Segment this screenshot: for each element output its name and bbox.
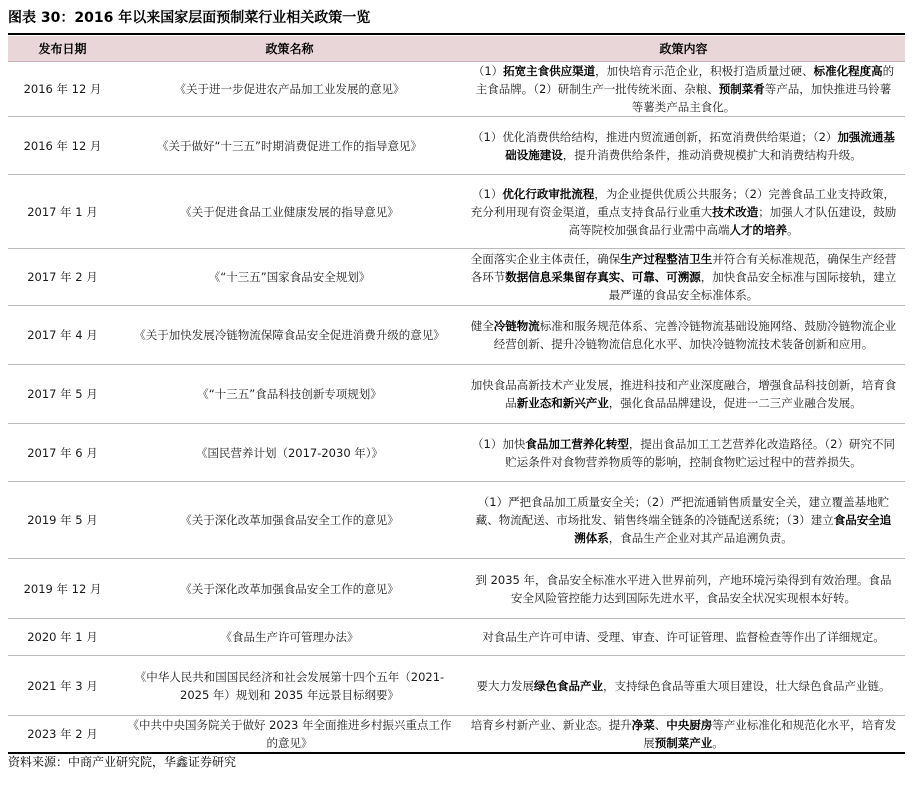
policy-name: 《关于加快发展冷链物流保障食品安全促进消费升级的意见》 <box>117 306 462 365</box>
table-row <box>8 117 905 175</box>
policy-date: 2016 年 12 月 <box>8 117 117 175</box>
policy-content-text: ，提出食品加工工艺营养化改造路径。（2）研究不同贮运条件对食物营养物质等的影响，控制食物贮运过程中的营养损失。 <box>505 436 895 469</box>
policy-content-highlight: 预制菜产业 <box>654 736 713 750</box>
policy-date: 2020 年 1 月 <box>8 619 117 656</box>
policy-name: 《食品生产许可管理办法》 <box>117 619 462 656</box>
policy-content-highlight: 净菜 <box>631 718 655 732</box>
table-row <box>8 424 905 482</box>
table-header-row <box>8 36 905 62</box>
policy-name: 《“十三五”食品科技创新专项规划》 <box>117 365 462 424</box>
policy-content <box>462 175 905 249</box>
table-row <box>8 619 905 656</box>
policy-content-text: ，支持绿色食品等重大项目建设，壮大绿色食品产业链。 <box>603 678 891 693</box>
policy-content-highlight: 生产过程整洁卫生 <box>620 252 713 266</box>
policy-content-text: 的主食品牌。（2）研制生产一批传统米面、杂粮、 <box>475 64 895 96</box>
figure-title: 图表 30：2016 年以来国家层面预制菜行业相关政策一览 <box>8 10 371 26</box>
policy-date: 2017 年 5 月 <box>8 365 117 424</box>
policy-content <box>462 365 905 424</box>
policy-content-text: 健全 <box>470 319 494 333</box>
policy-content-text: 对食品生产许可申请、受理、审查、许可证管理、监督检查等作出了详细规定。 <box>482 630 885 644</box>
policy-content-highlight: 预制菜肴 <box>718 82 765 96</box>
policy-content <box>462 306 905 365</box>
policy-content-text: （1） <box>472 64 504 78</box>
table-row <box>8 365 905 424</box>
policy-content <box>462 62 905 117</box>
policy-content-highlight: 冷链物流 <box>493 319 540 333</box>
policy-name: 《关于促进食品工业健康发展的指导意见》 <box>117 175 462 249</box>
policy-date: 2017 年 2 月 <box>8 249 117 306</box>
table-row <box>8 482 905 559</box>
policy-content <box>462 249 905 306</box>
policy-content-highlight: 加强流通基础设施建设 <box>505 129 895 162</box>
policy-content-text: ；加强人才队伍建设，鼓励高等院校加强食品行业需中高端 <box>568 204 897 237</box>
policy-content-highlight: 新业态和新兴产业 <box>516 396 609 410</box>
policy-content-text: ，食品生产企业对其产品追溯负责。 <box>608 531 793 545</box>
policy-content <box>462 424 905 482</box>
policy-content-text: （1） <box>472 186 503 201</box>
policy-content-text: 。 <box>787 222 799 237</box>
policy-content-text: （1）优化消费供给结构，推进内贸流通创新，拓宽消费供给渠道；（2） <box>472 129 838 144</box>
policy-content-text: ，加快食品安全标准与国际接轨，建立最严谨的食品安全标准体系。 <box>608 270 897 302</box>
policy-content-text: 等产业标准化和规范化水平，培育发展 <box>643 718 897 750</box>
policy-content-text: 培育乡村新产业、新业态。提升 <box>470 718 632 732</box>
policy-date: 2021 年 3 月 <box>8 656 117 716</box>
policy-content-highlight: 食品安全追溯体系 <box>574 513 892 545</box>
policy-content-text: 等产品，加快推进马铃薯等薯类产品主食化。 <box>631 82 892 114</box>
policy-name: 《关于深化改革加强食品安全工作的意见》 <box>117 482 462 559</box>
policy-content <box>462 716 905 754</box>
policy-content-highlight: 拓宽主食供应渠道 <box>503 64 596 78</box>
table-row <box>8 62 905 117</box>
policy-content <box>462 619 905 656</box>
policy-content-text: 、 <box>654 718 667 732</box>
policy-content-text: （1）加快 <box>472 436 526 451</box>
policy-name: 《国民营养计划（2017-2030 年）》 <box>117 424 462 482</box>
policy-content-text: （1）严把食品加工质量安全关；（2）严把流通销售质量安全关，建立覆盖基地贮藏、物流配送、市场批发、销售终端全链条的冷链配送系统；（3）建立 <box>475 495 890 527</box>
title-rule <box>8 33 905 35</box>
policy-content <box>462 117 905 175</box>
policy-content-text: 全面落实企业主体责任，确保 <box>470 252 621 266</box>
policy-name: 《关于做好“十三五”时期消费促进工作的指导意见》 <box>117 117 462 175</box>
policy-content-text: 要大力发展 <box>476 678 534 693</box>
policy-content-text: 并符合有关标准规范，确保生产经营各环节 <box>470 252 897 284</box>
policy-content-highlight: 技术改造 <box>712 204 759 219</box>
policy-date: 2017 年 1 月 <box>8 175 117 249</box>
policy-content-highlight: 优化行政审批流程 <box>502 186 595 201</box>
policy-date: 2019 年 12 月 <box>8 559 117 619</box>
policy-content-highlight: 人才的培养 <box>729 222 787 237</box>
policy-content <box>462 559 905 619</box>
header-name: 政策名称 <box>117 36 462 62</box>
policy-content-text: 。 <box>712 736 724 750</box>
header-date: 发布日期 <box>8 36 117 62</box>
policy-name: 《“十三五”国家食品安全规划》 <box>117 249 462 306</box>
policy-content-highlight: 数据信息采集留存真实、可靠、可溯源 <box>505 270 701 284</box>
policy-name: 《中共中央国务院关于做好 2023 年全面推进乡村振兴重点工作的意见》 <box>117 716 462 754</box>
table-body <box>8 62 905 754</box>
policy-date: 2019 年 5 月 <box>8 482 117 559</box>
policy-content-text: ，为企业提供优质公共服务；（2）完善食品工业支持政策，充分利用现有资金渠道，重点支持食品行业重大 <box>470 186 895 219</box>
policy-date: 2017 年 4 月 <box>8 306 117 365</box>
source-note: 资料来源：中商产业研究院，华鑫证券研究 <box>8 755 237 769</box>
table-row <box>8 175 905 249</box>
table-row <box>8 716 905 754</box>
policy-content <box>462 656 905 716</box>
policy-content-text: 加快食品高新技术产业发展，推进科技和产业深度融合，增强食品科技创新，培育食品 <box>470 378 897 410</box>
table-row <box>8 656 905 716</box>
table-row <box>8 249 905 306</box>
table-row <box>8 559 905 619</box>
policy-name: 《中华人民共和国国民经济和社会发展第十四个五年（2021-2025 年）规划和 2035 年远景目标纲要》 <box>117 656 462 716</box>
policy-content <box>462 482 905 559</box>
policy-date: 2017 年 6 月 <box>8 424 117 482</box>
policy-content-text: ，强化食品品牌建设，促进一二三产业融合发展。 <box>608 396 862 410</box>
policy-content-highlight: 标准化程度高 <box>813 64 883 78</box>
table-row <box>8 306 905 365</box>
policy-date: 2016 年 12 月 <box>8 62 117 117</box>
policy-date: 2023 年 2 月 <box>8 716 117 754</box>
policy-name: 《关于进一步促进农产品加工业发展的意见》 <box>117 62 462 117</box>
policy-content-highlight: 中央厨房 <box>666 718 713 732</box>
policy-content-text: ，加快培育示范企业，积极打造质量过硬、 <box>595 64 814 78</box>
policy-table <box>8 36 905 754</box>
policy-name: 《关于深化改革加强食品安全工作的意见》 <box>117 559 462 619</box>
policy-content-text: ，提升消费供给条件，推动消费规模扩大和消费结构升级。 <box>562 147 862 162</box>
policy-content-highlight: 绿色食品产业 <box>534 678 603 693</box>
policy-content-text: 到 2035 年，食品安全标准水平进入世界前列，产地环境污染得到有效治理。食品安全风险管控能力达到国际先进水平，食品安全状况实现根本好转。 <box>475 572 892 605</box>
policy-content-text: 标准和服务规范体系、完善冷链物流基础设施网络、鼓励冷链物流企业经营创新、提升冷链物流信息化水平、加快冷链物流技术装备创新和应用。 <box>493 319 897 351</box>
header-content: 政策内容 <box>462 36 905 62</box>
policy-content-highlight: 食品加工营养化转型 <box>525 436 629 451</box>
